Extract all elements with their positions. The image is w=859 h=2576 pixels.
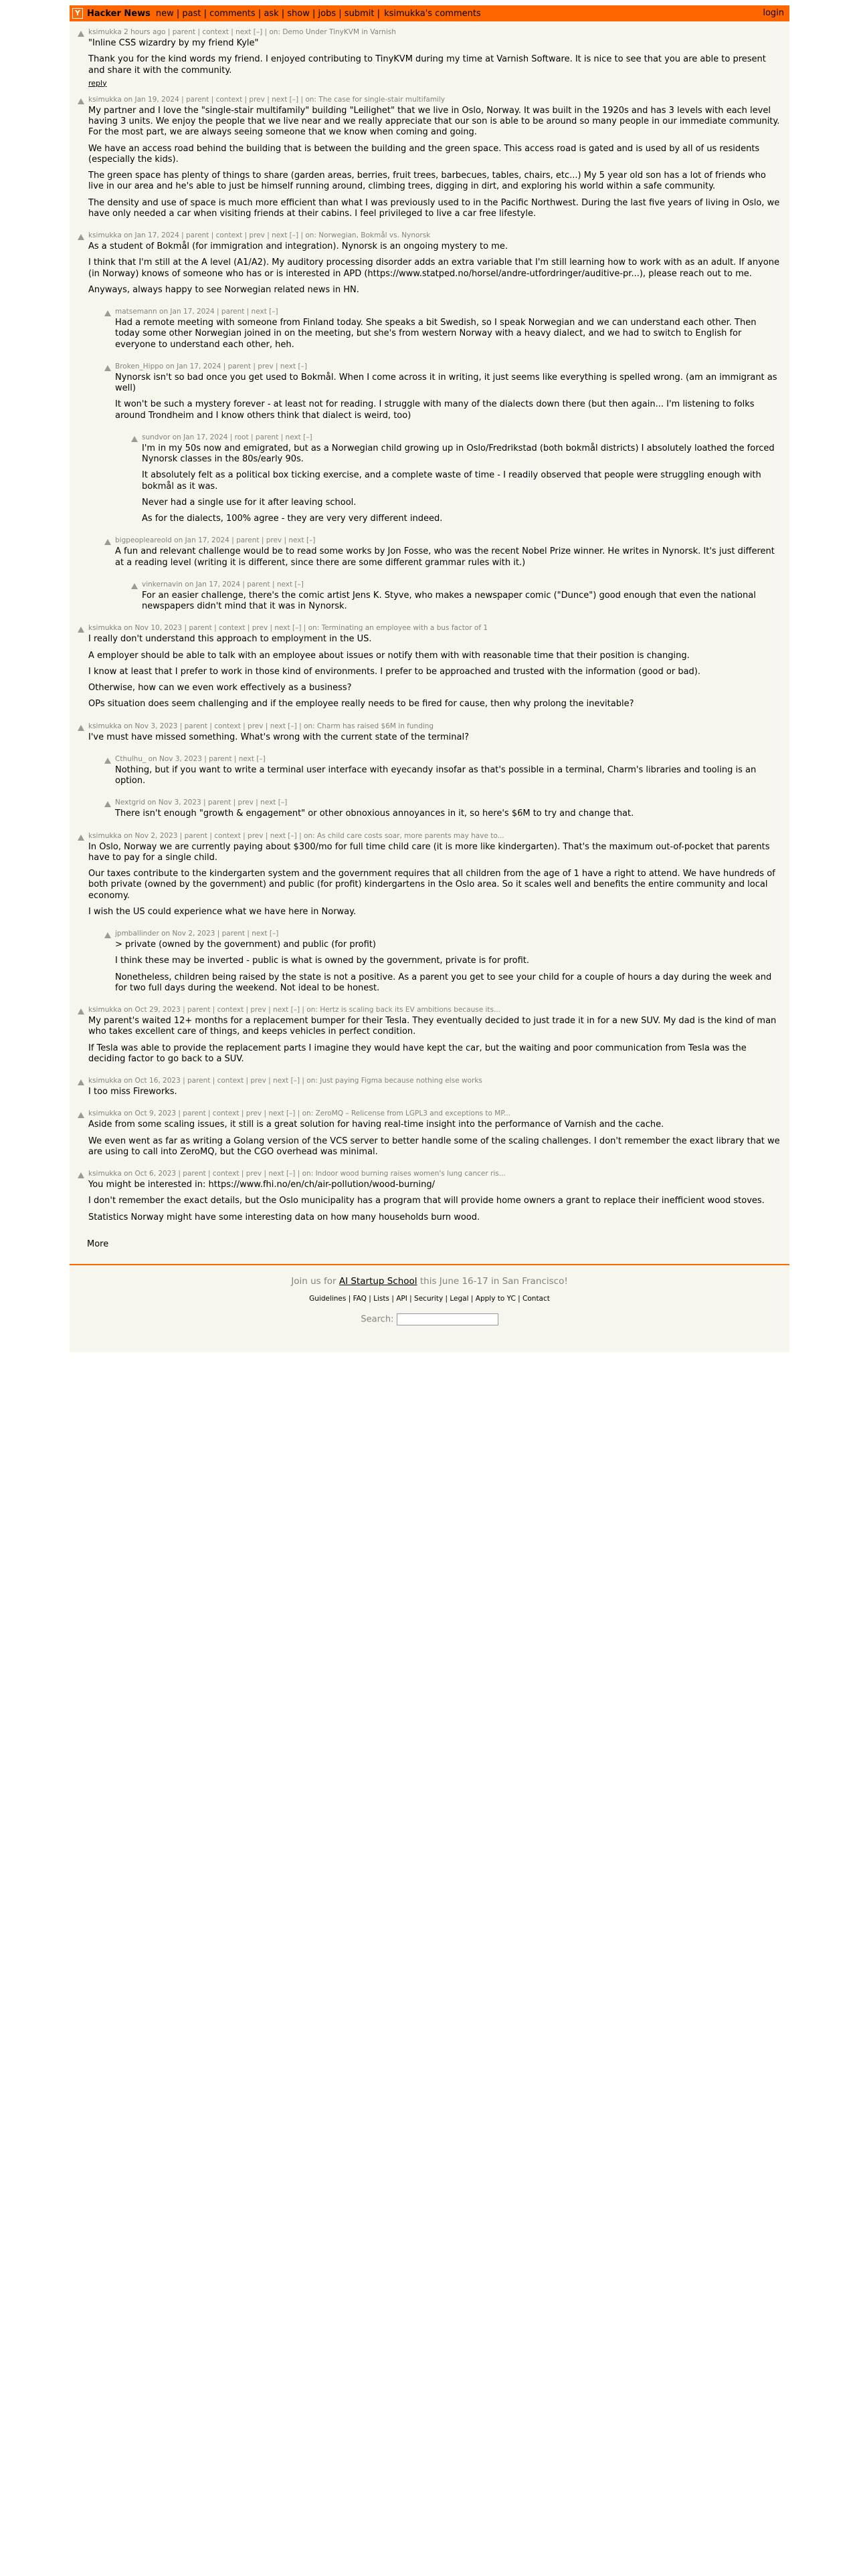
comment-paragraph: OPs situation does seem challenging and if the employee really needs to be fired for cause, then why prolong the inevitable?: [88, 699, 634, 710]
comment-text: [142, 443, 781, 525]
comment-paragraph: My parent's waited 12+ months for a replacement bumper for their Tesla. They eventually decided to just trade it in for a new SUV. My dad is the kind of man who takes excellent care of things, and keeps vehicles in perfect condition.: [88, 1016, 777, 1037]
comment-body: [115, 536, 789, 572]
reply-link[interactable]: reply: [88, 78, 107, 88]
comment: [70, 1006, 789, 1069]
comment-paragraph: A employer should be able to talk with an employee about issues or notify them with with reasonable time that their position is changing.: [88, 650, 690, 661]
comment-paragraph: Nothing, but if you want to write a terminal user interface with eyecandy insofar as that's possible in a terminal, Charm's libraries and tooling is an option.: [115, 764, 757, 786]
comment-paragraph: You might be interested in: https://www.fhi.no/en/ch/air-pollution/wood-burning/: [88, 1180, 436, 1190]
upvote-arrow-icon[interactable]: [78, 1008, 84, 1014]
comment-body: [88, 231, 789, 300]
comment-paragraph: Nynorsk isn't so bad once you get used to Bokmål. When I come across it in writing, it just seems like everything is spelled wrong. (am an immigrant as well): [115, 372, 777, 393]
comment-paragraph: It absolutely felt as a political box ticking exercise, and a complete waste of time - I readily observed that people were struggling enough with bokmål as it was.: [142, 470, 761, 492]
nav-ask[interactable]: ask: [264, 8, 279, 19]
comment-text: [115, 940, 781, 994]
comment-paragraph: It won't be such a mystery forever - at least not for reading. I struggle with many of the dialects down there (but then again... I'm listening to folks around Trondheim and I know others think that dialect is weird, too): [115, 399, 755, 421]
comment: [70, 1109, 789, 1162]
comment-paragraph: My partner and I love the "single-stair multifamily" building "Leilighet" that we live in Oslo, Norway. It was built in the 1920s and has 3 levels with each level having 3 units. We enjoy the people that we live near and we really appreciate that our son is able to be around so many people in our immediate community. For the most part, we are always seeing someone that we know when coming and going.: [88, 105, 780, 138]
search-input[interactable]: [397, 1313, 498, 1325]
comment-body: [115, 798, 789, 823]
yc-prefix: Join us for: [291, 1275, 339, 1287]
upvote-arrow-icon[interactable]: [78, 627, 84, 633]
comment-paragraph: Never had a single use for it after leaving school.: [142, 497, 357, 508]
comment-paragraph: I think that I'm still at the A level (A1/A2). My auditory processing disorder adds an extra variable that I'm still learning how to work with as an adult. If anyone (in Norway) knows of someone who has or is interested in APD (https://www.statped.no/horsel/andre-utfordringer/auditive-pr...), please reach out to me.: [88, 257, 779, 279]
comment-paragraph: Aside from some scaling issues, it still is a great solution for having real-time insight into the performance of Varnish and the cache.: [88, 1119, 664, 1130]
comment-paragraph: I know at least that I prefer to work in those kind of environments. I prefer to be approached and trusted with the information (good or bad).: [88, 666, 700, 677]
comment: [70, 624, 789, 714]
footer-link-faq[interactable]: FAQ: [353, 1294, 367, 1303]
comment-paragraph: A fun and relevant challenge would be to read some works by Jon Fosse, who was the recent Nobel Prize winner. He writes in Nynorsk. It's just different at a reading level (writing it is different, since there are some different grammar rules with it.): [115, 546, 775, 568]
comment-paragraph: Otherwise, how can we even work effectively as a business?: [88, 683, 352, 693]
comment-meta[interactable]: ksimukka on Oct 6, 2023 | parent | context | prev | next [–] | on: Indoor wood burning raises women's lung cancer ris...: [88, 1170, 506, 1178]
comment-text: [115, 318, 781, 350]
comment-paragraph: Had a remote meeting with someone from Finland today. She speaks a bit Swedish, so I speak Norwegian and we can understand each other. Then today some other Norwegian joined in on the meeting, but she's from western Norway with a heavy dialect, and we had to switch to English for everyone to understand each other, heh.: [115, 318, 757, 350]
comment-paragraph: There isn't enough "growth & engagement" or other obnoxious annoyances in it, so here's $6M to try and change that.: [115, 809, 634, 819]
comment-meta[interactable]: Cthulhu_ on Nov 3, 2023 | parent | next [–]: [115, 754, 266, 763]
comment-body: [88, 1006, 789, 1069]
comment-body: [88, 1170, 789, 1227]
y-logo-icon[interactable]: Y: [72, 8, 83, 19]
comment-text: [88, 38, 781, 76]
comment-meta[interactable]: ksimukka on Nov 3, 2023 | parent | context | prev | next [–] | on: Charm has raised $6M in funding: [88, 722, 434, 730]
footer-link-apply[interactable]: Apply to YC: [475, 1294, 516, 1303]
nav-new[interactable]: new: [155, 8, 174, 19]
nav-links: new | past | comments | ask | show | jobs | submit | ksimukka's comments: [155, 8, 481, 19]
comment: [70, 1170, 789, 1227]
comment-text: [88, 1119, 781, 1158]
comment-paragraph: I wish the US could experience what we have here in Norway.: [88, 906, 357, 917]
comment: [70, 96, 789, 223]
comment-body: [88, 624, 789, 714]
comment-meta[interactable]: bigpeopleareold on Jan 17, 2024 | parent | prev | next [–]: [115, 536, 316, 545]
footer-link-guidelines[interactable]: Guidelines: [309, 1294, 347, 1303]
comment-body: [115, 930, 789, 998]
comment: [70, 536, 789, 572]
search-area: [70, 1313, 789, 1325]
footer: [70, 1264, 789, 1352]
ai-startup-school-link[interactable]: AI Startup School: [339, 1275, 417, 1287]
comment-meta[interactable]: ksimukka on Nov 2, 2023 | parent | context | prev | next [–] | on: As child care costs soar, more parents may have to...: [88, 831, 504, 840]
comment-paragraph: > private (owned by the government) and public (for profit): [115, 940, 376, 950]
comment-paragraph: "Inline CSS wizardry by my friend Kyle": [88, 38, 259, 48]
comment-body: [88, 28, 789, 88]
nav-comments[interactable]: comments: [209, 8, 256, 19]
comment-meta[interactable]: Nextgrid on Nov 3, 2023 | parent | prev | next [–]: [115, 798, 288, 807]
comment-meta[interactable]: ksimukka on Oct 16, 2023 | parent | context | prev | next [–] | on: Just paying Figma because nothing else works: [88, 1077, 482, 1085]
footer-link-lists[interactable]: Lists: [373, 1294, 389, 1303]
comment: [70, 755, 789, 791]
comment-text: [88, 1180, 781, 1223]
upvote-arrow-icon[interactable]: [78, 1079, 84, 1085]
comment-text: [88, 634, 781, 710]
comment-paragraph: I don't remember the exact details, but the Oslo municipality has a program that will provide home owners a grant to replace their inefficient wood stoves.: [88, 1196, 765, 1206]
upvote-arrow-icon[interactable]: [78, 1172, 84, 1178]
comment-meta[interactable]: jpmballinder on Nov 2, 2023 | parent | next [–]: [115, 930, 279, 938]
comment-meta[interactable]: ksimukka on Oct 9, 2023 | parent | context | prev | next [–] | on: ZeroMQ – Relicense from LGPL3 and exceptions to MP...: [88, 1109, 511, 1118]
hn-page: [70, 5, 789, 1352]
comment: [70, 832, 789, 922]
comment: [70, 433, 789, 529]
login-link[interactable]: login: [763, 8, 784, 18]
comment-text: [88, 1087, 781, 1097]
comment-meta[interactable]: sundvor on Jan 17, 2024 | root | parent | next [–]: [142, 433, 312, 441]
comment-text: [142, 591, 781, 613]
comment-text: [88, 241, 781, 296]
comment-text: [88, 842, 781, 918]
comment-paragraph: Our taxes contribute to the kindergarten system and the government requires that all children from the age of 1 have a right to attend. We have hundreds of both private (owned by the government) and public (for profit) kindergartens in the Oslo area. So it scales well and benefits the entire community and local economy.: [88, 869, 775, 901]
comment-paragraph: The density and use of space is much more efficient than what I was previously used to in the Pacific Northwest. During the last five years of living in Oslo, we have only needed a car when visiting friends at their cabins. I feel privileged to live a car free lifestyle.: [88, 197, 780, 219]
comment: [70, 362, 789, 425]
comment-meta[interactable]: matsemann on Jan 17, 2024 | parent | next [–]: [115, 308, 278, 316]
upvote-arrow-icon[interactable]: [104, 932, 111, 938]
comment-paragraph: I've must have missed something. What's wrong with the current state of the terminal?: [88, 732, 469, 742]
comment: [70, 308, 789, 354]
comment-paragraph: I'm in my 50s now and emigrated, but as a Norwegian child growing up in Oslo/Fredrikstad (both bokmål districts) I absolutely loathed the forced Nynorsk classes in the 80s/early 90s.: [142, 443, 775, 464]
comment: [70, 231, 789, 300]
upvote-arrow-icon[interactable]: [78, 98, 84, 104]
comment-body: [142, 580, 789, 617]
upvote-arrow-icon[interactable]: [104, 801, 111, 807]
yc-banner: [70, 1276, 789, 1287]
comment-meta[interactable]: ksimukka on Nov 10, 2023 | parent | context | prev | next [–] | on: Terminating an employee with a bus factor of 1: [88, 624, 488, 633]
comment-paragraph: For an easier challenge, there's the comic artist Jens K. Styve, who makes a newspaper comic ("Dunce") good enough that even the national newspapers didn't mind that it was in Nynorsk.: [142, 590, 756, 611]
comment-paragraph: Thank you for the kind words my friend. I enjoyed contributing to TinyKVM during my time at Varnish Software. It is nice to see that you are able to present and share it with the community.: [88, 54, 766, 76]
user-comments-title: ksimukka's comments: [384, 8, 481, 19]
comment-text: [115, 546, 781, 568]
comment-text: [115, 809, 781, 819]
comment-text: [88, 106, 781, 219]
footer-link-legal[interactable]: Legal: [450, 1294, 469, 1303]
nav-submit[interactable]: submit: [344, 8, 375, 19]
comment-meta[interactable]: ksimukka on Oct 29, 2023 | parent | context | prev | next [–] | on: Hertz is scaling back its EV ambitions because its...: [88, 1006, 501, 1014]
nav-past[interactable]: past: [182, 8, 201, 19]
upvote-arrow-icon[interactable]: [131, 583, 138, 589]
comment-body: [88, 96, 789, 223]
comment-paragraph: Nonetheless, children being raised by the state is not a positive. As a parent you get to see your child for a couple of hours a day during the week and for two full days during the weekend. Not ideal to be honest.: [115, 972, 772, 993]
comment-body: [115, 362, 789, 425]
upvote-arrow-icon[interactable]: [104, 310, 111, 316]
comment-meta[interactable]: Broken_Hippo on Jan 17, 2024 | parent | prev | next [–]: [115, 362, 307, 370]
comment: [70, 1077, 789, 1101]
comment: [70, 28, 789, 88]
comment-body: [88, 1077, 789, 1101]
comment-paragraph: If Tesla was able to provide the replacement parts I imagine they would have kept the car, but the waiting and poor communication from Tesla was the deciding factor to go back to a SUV.: [88, 1043, 747, 1064]
comment-text: [88, 732, 781, 743]
comment-paragraph: We have an access road behind the building that is between the building and the green space. This access road is gated and is used by all of us residents (especially the kids).: [88, 143, 760, 165]
comment-paragraph: In Oslo, Norway we are currently paying about $300/mo for full time child care (it is more like kindergarten). That's the maximum out-of-pocket that parents have to pay for a single child.: [88, 841, 770, 863]
footer-links: Guidelines | FAQ | Lists | API | Security | Legal | Apply to YC | Contact: [309, 1294, 550, 1303]
yc-suffix: this June 16-17 in San Francisco!: [417, 1275, 568, 1287]
upvote-arrow-icon[interactable]: [78, 725, 84, 731]
comment: [70, 798, 789, 823]
comment-text: [88, 1016, 781, 1065]
upvote-arrow-icon[interactable]: [78, 1112, 84, 1118]
comment-meta[interactable]: ksimukka on Jan 19, 2024 | parent | context | prev | next [–] | on: The case for single-stair multifamily: [88, 95, 446, 104]
top-bar: [70, 5, 789, 21]
upvote-arrow-icon[interactable]: [104, 365, 111, 371]
comment-text: [115, 372, 781, 421]
comment-paragraph: Anyways, always happy to see Norwegian related news in HN.: [88, 284, 359, 295]
search-label: Search:: [361, 1314, 394, 1325]
comment-paragraph: The green space has plenty of things to share (garden areas, berries, fruit trees, barbecues, tables, chairs, etc...) My 5 year old son has a lot of friends who live in our area and he's able to just be himself running around, climbing trees, digging in dirt, and exploring his world within a safe community.: [88, 171, 766, 192]
upvote-arrow-icon[interactable]: [131, 436, 138, 442]
upvote-arrow-icon[interactable]: [104, 539, 111, 545]
comment: [70, 580, 789, 617]
footer-link-api[interactable]: API: [396, 1294, 407, 1303]
comment-list: [70, 21, 789, 1227]
comment-paragraph: As for the dialects, 100% agree - they are very very different indeed.: [142, 514, 443, 524]
more-link[interactable]: More: [87, 1239, 109, 1249]
site-name-link[interactable]: Hacker News: [87, 8, 151, 19]
comment-paragraph: I too miss Fireworks.: [88, 1087, 177, 1097]
comment-paragraph: Statistics Norway might have some interesting data on how many households burn wood.: [88, 1212, 480, 1222]
comment-body: [142, 433, 789, 529]
comment-body: [88, 1109, 789, 1162]
comment-paragraph: I really don't understand this approach to employment in the US.: [88, 634, 372, 645]
comment-body: [115, 755, 789, 791]
comment-paragraph: As a student of Bokmål (for immigration and integration). Nynorsk is an ongoing mystery to me.: [88, 241, 508, 251]
comment: [70, 722, 789, 747]
footer-link-contact[interactable]: Contact: [522, 1294, 550, 1303]
comment-meta[interactable]: ksimukka on Jan 17, 2024 | parent | context | prev | next [–] | on: Norwegian, Bokmål vs. Nynorsk: [88, 231, 431, 239]
comment-paragraph: We even went as far as writing a Golang version of the VCS server to better handle some of the scaling challenges. I don't remember the exact library that we are using to call into ZeroMQ, but the CGO overhead was minimal.: [88, 1136, 780, 1157]
upvote-arrow-icon[interactable]: [78, 31, 84, 37]
nav-jobs[interactable]: jobs: [318, 8, 337, 19]
nav-show[interactable]: show: [287, 8, 310, 19]
comment-paragraph: I think these may be inverted - public is what is owned by the government, private is for profit.: [115, 956, 529, 966]
comment-text: [115, 765, 781, 787]
comment-body: [115, 308, 789, 354]
comment-meta[interactable]: ksimukka 2 hours ago | parent | context | next [–] | on: Demo Under TinyKVM in Varnish: [88, 28, 396, 36]
comment: [70, 930, 789, 998]
upvote-arrow-icon[interactable]: [104, 758, 111, 764]
footer-link-security[interactable]: Security: [414, 1294, 444, 1303]
comment-body: [88, 832, 789, 922]
upvote-arrow-icon[interactable]: [78, 234, 84, 240]
comment-body: [88, 722, 789, 747]
upvote-arrow-icon[interactable]: [78, 835, 84, 841]
comment-meta[interactable]: vinkernavin on Jan 17, 2024 | parent | next [–]: [142, 580, 304, 588]
